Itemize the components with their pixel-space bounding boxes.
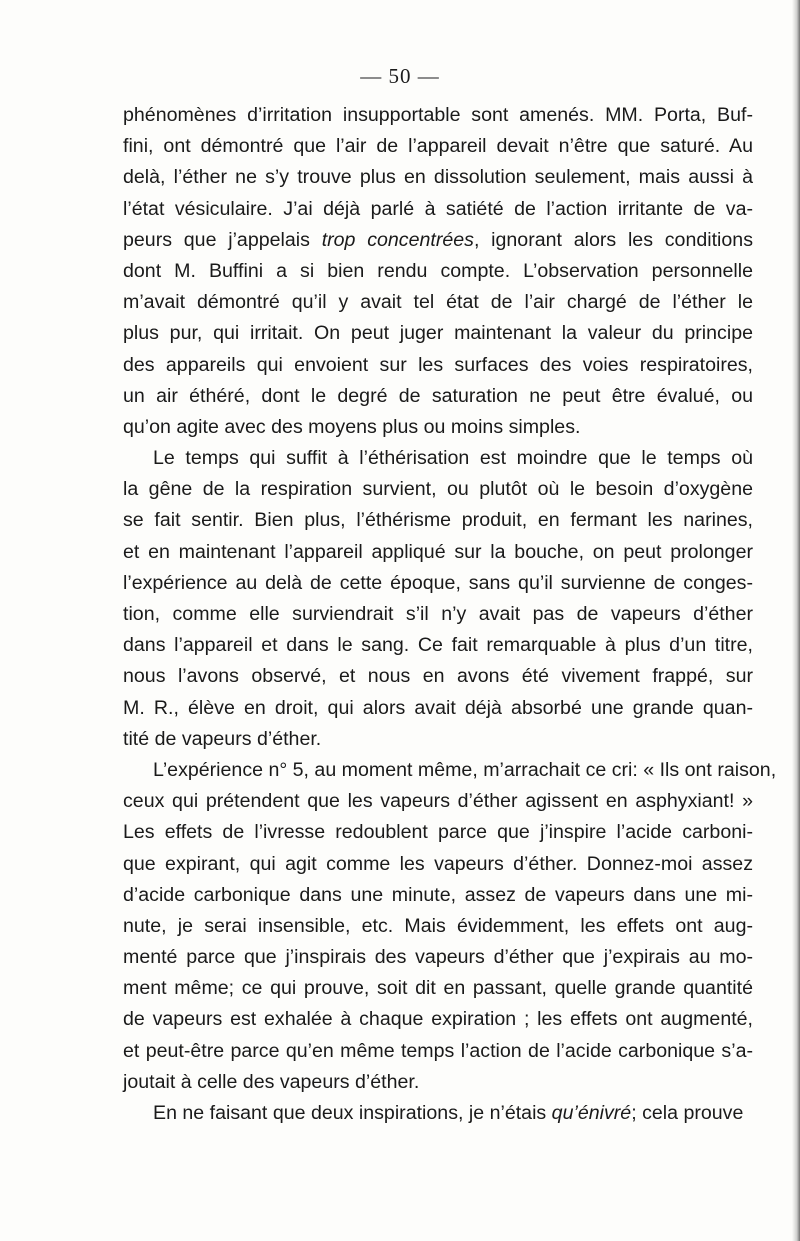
text-line	[123, 724, 753, 755]
line-text: tion, comme elle surviendrait s’il n’y avait pas de vapeurs d’éther	[123, 603, 753, 625]
line-text: peurs que j’appelais	[123, 228, 322, 251]
text-line	[123, 318, 753, 349]
line-text: tité de vapeurs d’éther.	[123, 727, 322, 750]
text-line	[123, 817, 753, 848]
text-line	[123, 100, 753, 131]
text-line	[123, 412, 753, 443]
line-text: nute, je serai insensible, etc. Mais évidemment, les effets ont aug-	[123, 914, 753, 937]
line-text: des appareils qui envoient sur les surfaces des voies respiratoires,	[123, 353, 753, 376]
text-line	[123, 1067, 753, 1098]
line-text: ceux qui prétendent que les vapeurs d’éther agissent en asphyxiant! »	[123, 790, 753, 813]
text-line	[123, 786, 753, 817]
text-line	[123, 537, 753, 568]
text-line	[123, 880, 753, 911]
line-text: plus pur, qui irritait. On peut juger maintenant la valeur du principe	[123, 322, 753, 345]
text-line	[123, 942, 753, 973]
line-text: la gêne de la respiration survient, ou plutôt où le besoin d’oxygène	[123, 478, 753, 501]
line-text: Les effets de l’ivresse redoublent parce que j’inspire l’acide carboni-	[123, 821, 753, 844]
text-line	[123, 350, 753, 381]
line-text: d’acide carbonique dans une minute, assez de vapeurs dans une mi-	[123, 883, 753, 906]
line-text: qu’on agite avec des moyens plus ou moins simples.	[123, 415, 581, 438]
line-text: Le temps qui suffit à l’éthérisation est moindre que le temps où	[153, 447, 753, 470]
text-line	[123, 505, 753, 536]
line-text: fini, ont démontré que l’air de l’appareil devait n’être que saturé. Au	[123, 135, 753, 158]
italic-text: qu’énivré	[551, 1102, 632, 1124]
text-line	[123, 225, 753, 256]
line-text: l’expérience au delà de cette époque, sans qu’il survienne de conges-	[123, 571, 753, 594]
line-text: L’expérience n° 5, au moment même, m’arrachait ce cri: « Ils ont raison,	[153, 758, 777, 781]
line-text: de vapeurs est exhalée à chaque expiration ; les effets ont augmenté,	[123, 1008, 753, 1031]
line-text: l’état vésiculaire. J’ai déjà parlé à satiété de l’action irritante de va-	[123, 197, 753, 220]
text-line	[123, 194, 753, 225]
line-text: M. R., élève en droit, qui alors avait déjà absorbé une grande quan-	[123, 696, 753, 719]
line-text: dont M. Buffini a si bien rendu compte. L’observation personnelle	[123, 259, 753, 282]
line-text: m’avait démontré qu’il y avait tel état de l’air chargé de l’éther le	[123, 291, 753, 314]
page-number: — 50 —	[360, 64, 440, 88]
page-edge-shadow	[792, 0, 800, 1241]
text-line	[123, 443, 753, 474]
body-text	[123, 100, 777, 1129]
text-line	[123, 381, 753, 412]
text-line	[123, 568, 753, 599]
text-line	[123, 162, 753, 193]
text-line	[123, 693, 753, 724]
text-line	[123, 131, 753, 162]
text-line	[123, 849, 753, 880]
line-text: , ignorant alors les conditions	[473, 228, 753, 251]
text-line	[123, 1098, 753, 1129]
text-line	[123, 755, 777, 786]
line-text: menté parce que j’inspirais des vapeurs d’éther que j’expirais au mo-	[123, 946, 753, 969]
text-line	[123, 287, 753, 318]
line-text: et peut-être parce qu’en même temps l’action de l’acide carbonique s’a-	[123, 1039, 753, 1062]
line-text: En ne faisant que deux inspirations, je n’étais	[153, 1102, 552, 1124]
line-text: se fait sentir. Bien plus, l’éthérisme produit, en fermant les narines,	[123, 509, 753, 532]
line-text: que expirant, qui agit comme les vapeurs d’éther. Donnez-moi assez	[123, 852, 753, 875]
text-line	[123, 973, 753, 1004]
line-text: ment même; ce qui prouve, soit dit en passant, quelle grande quantité	[123, 977, 753, 1000]
line-text: nous l’avons observé, et nous en avons été vivement frappé, sur	[123, 665, 753, 688]
text-line	[123, 911, 753, 942]
text-line	[123, 1036, 753, 1067]
text-line	[123, 661, 753, 692]
italic-text: trop concentrées	[321, 228, 474, 251]
text-line	[123, 599, 753, 630]
line-text: un air éthéré, dont le degré de saturation ne peut être évalué, ou	[123, 384, 753, 407]
text-line	[123, 1004, 753, 1035]
line-text: et en maintenant l’appareil appliqué sur la bouche, on peut prolonger	[123, 540, 753, 563]
text-line	[123, 256, 753, 287]
line-text: phénomènes d’irritation insupportable sont amenés. MM. Porta, Buf-	[123, 104, 753, 126]
line-text: ; cela prouve	[631, 1102, 744, 1124]
text-line	[123, 630, 753, 661]
text-line	[123, 474, 753, 505]
line-text: joutait à celle des vapeurs d’éther.	[123, 1070, 420, 1093]
line-text: delà, l’éther ne s’y trouve plus en dissolution seulement, mais aussi à	[123, 166, 753, 189]
line-text: dans l’appareil et dans le sang. Ce fait remarquable à plus d’un titre,	[123, 634, 753, 657]
